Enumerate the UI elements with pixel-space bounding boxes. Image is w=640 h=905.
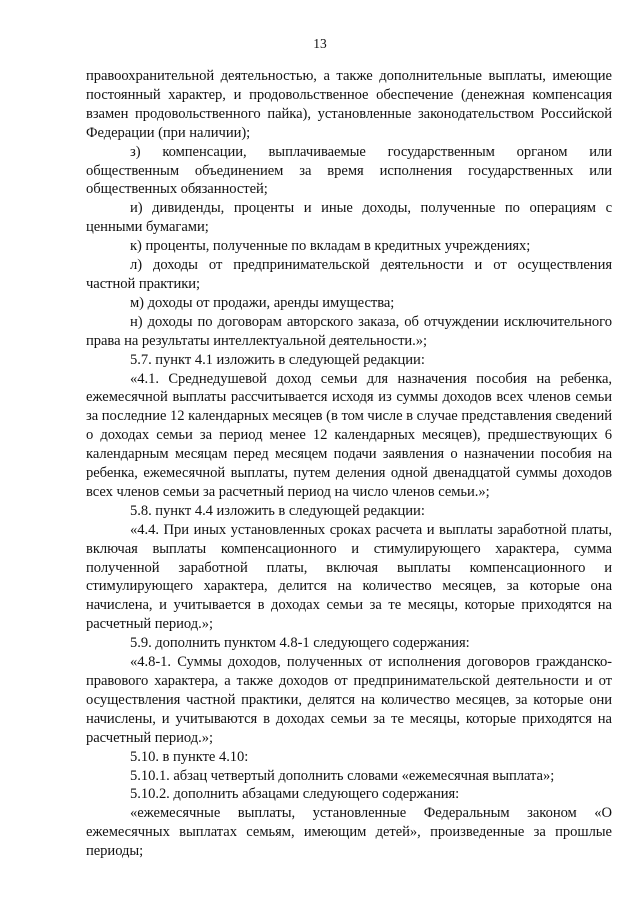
paragraph-11: «4.4. При иных установленных сроках расчета и выплаты заработной платы, включая выплаты компенсационного и стимулирующего характера, сумма полученной заработной платы, включая выплаты компенсационного и стимулирующего характера, делится на количество месяцев, за которые она начислена, и учитывается в доходах семьи за те месяцы, которые приходятся на расчетный период.»; xyxy=(86,521,612,633)
paragraph-8: 5.7. пункт 4.1 изложить в следующей редакции: xyxy=(130,351,425,368)
page-number: 13 xyxy=(313,36,327,51)
paragraph-9: «4.1. Среднедушевой доход семьи для назначения пособия на ребенка, ежемесячной выплаты рассчитывается исходя из суммы доходов всех членов семьи за последние 12 календарных месяцев (в том числе в случае представления сведений о доходах семьи за период менее 12 календарных месяцев), предшествующих 6 календарным месяцам перед месяцем подачи заявления о назначении пособия на ребенка, ежемесячной выплаты, путем деления одной двенадцатой суммы доходов всех членов семьи за расчетный период на число членов семьи.»; xyxy=(86,370,612,500)
paragraph-12: 5.9. дополнить пунктом 4.8-1 следующего содержания: xyxy=(130,635,470,652)
paragraph-4: к) проценты, полученные по вкладам в кредитных учреждениях; xyxy=(130,238,531,255)
paragraph-16: 5.10.2. дополнить абзацами следующего содержания: xyxy=(130,786,460,803)
paragraph-10: 5.8. пункт 4.4 изложить в следующей редакции: xyxy=(130,502,425,519)
paragraph-14: 5.10. в пункте 4.10: xyxy=(130,748,249,765)
paragraph-17: «ежемесячные выплаты, установленные Федеральным законом «О ежемесячных выплатах семьям, имеющим детей», произведенные за прошлые периоды; xyxy=(86,805,612,860)
paragraph-15: 5.10.1. абзац четвертый дополнить словами «ежемесячная выплата»; xyxy=(130,767,555,784)
paragraph-13: «4.8-1. Суммы доходов, полученных от исполнения договоров гражданско-правового характера, а также доходов от предпринимательской деятельности и от осуществления частной практики, делятся на количество месяцев, за которые они начислены, и учитываются в доходах семьи за те месяцы, которые приходятся на расчетный период.»; xyxy=(86,654,612,746)
document-body xyxy=(86,67,612,861)
paragraph-5: л) доходы от предпринимательской деятельности и от осуществления частной практики; xyxy=(86,257,612,292)
paragraph-7: н) доходы по договорам авторского заказа, об отчуждении исключительного права на результаты интеллектуальной деятельности.»; xyxy=(86,313,612,349)
paragraph-6: м) доходы от продажи, аренды имущества; xyxy=(130,294,395,311)
paragraph-2: з) компенсации, выплачиваемые государственным органом или общественным объединением за время исполнения государственных или общественных обязанностей; xyxy=(86,143,612,198)
paragraph-1: правоохранительной деятельностью, а также дополнительные выплаты, имеющие постоянный характер, и продовольственное обеспечение (денежная компенсация взамен продовольственного пайка), установленные законодательством Российской Федерации (при наличии); xyxy=(86,68,612,141)
paragraph-3: и) дивиденды, проценты и иные доходы, полученные по операциям с ценными бумагами; xyxy=(86,200,612,236)
